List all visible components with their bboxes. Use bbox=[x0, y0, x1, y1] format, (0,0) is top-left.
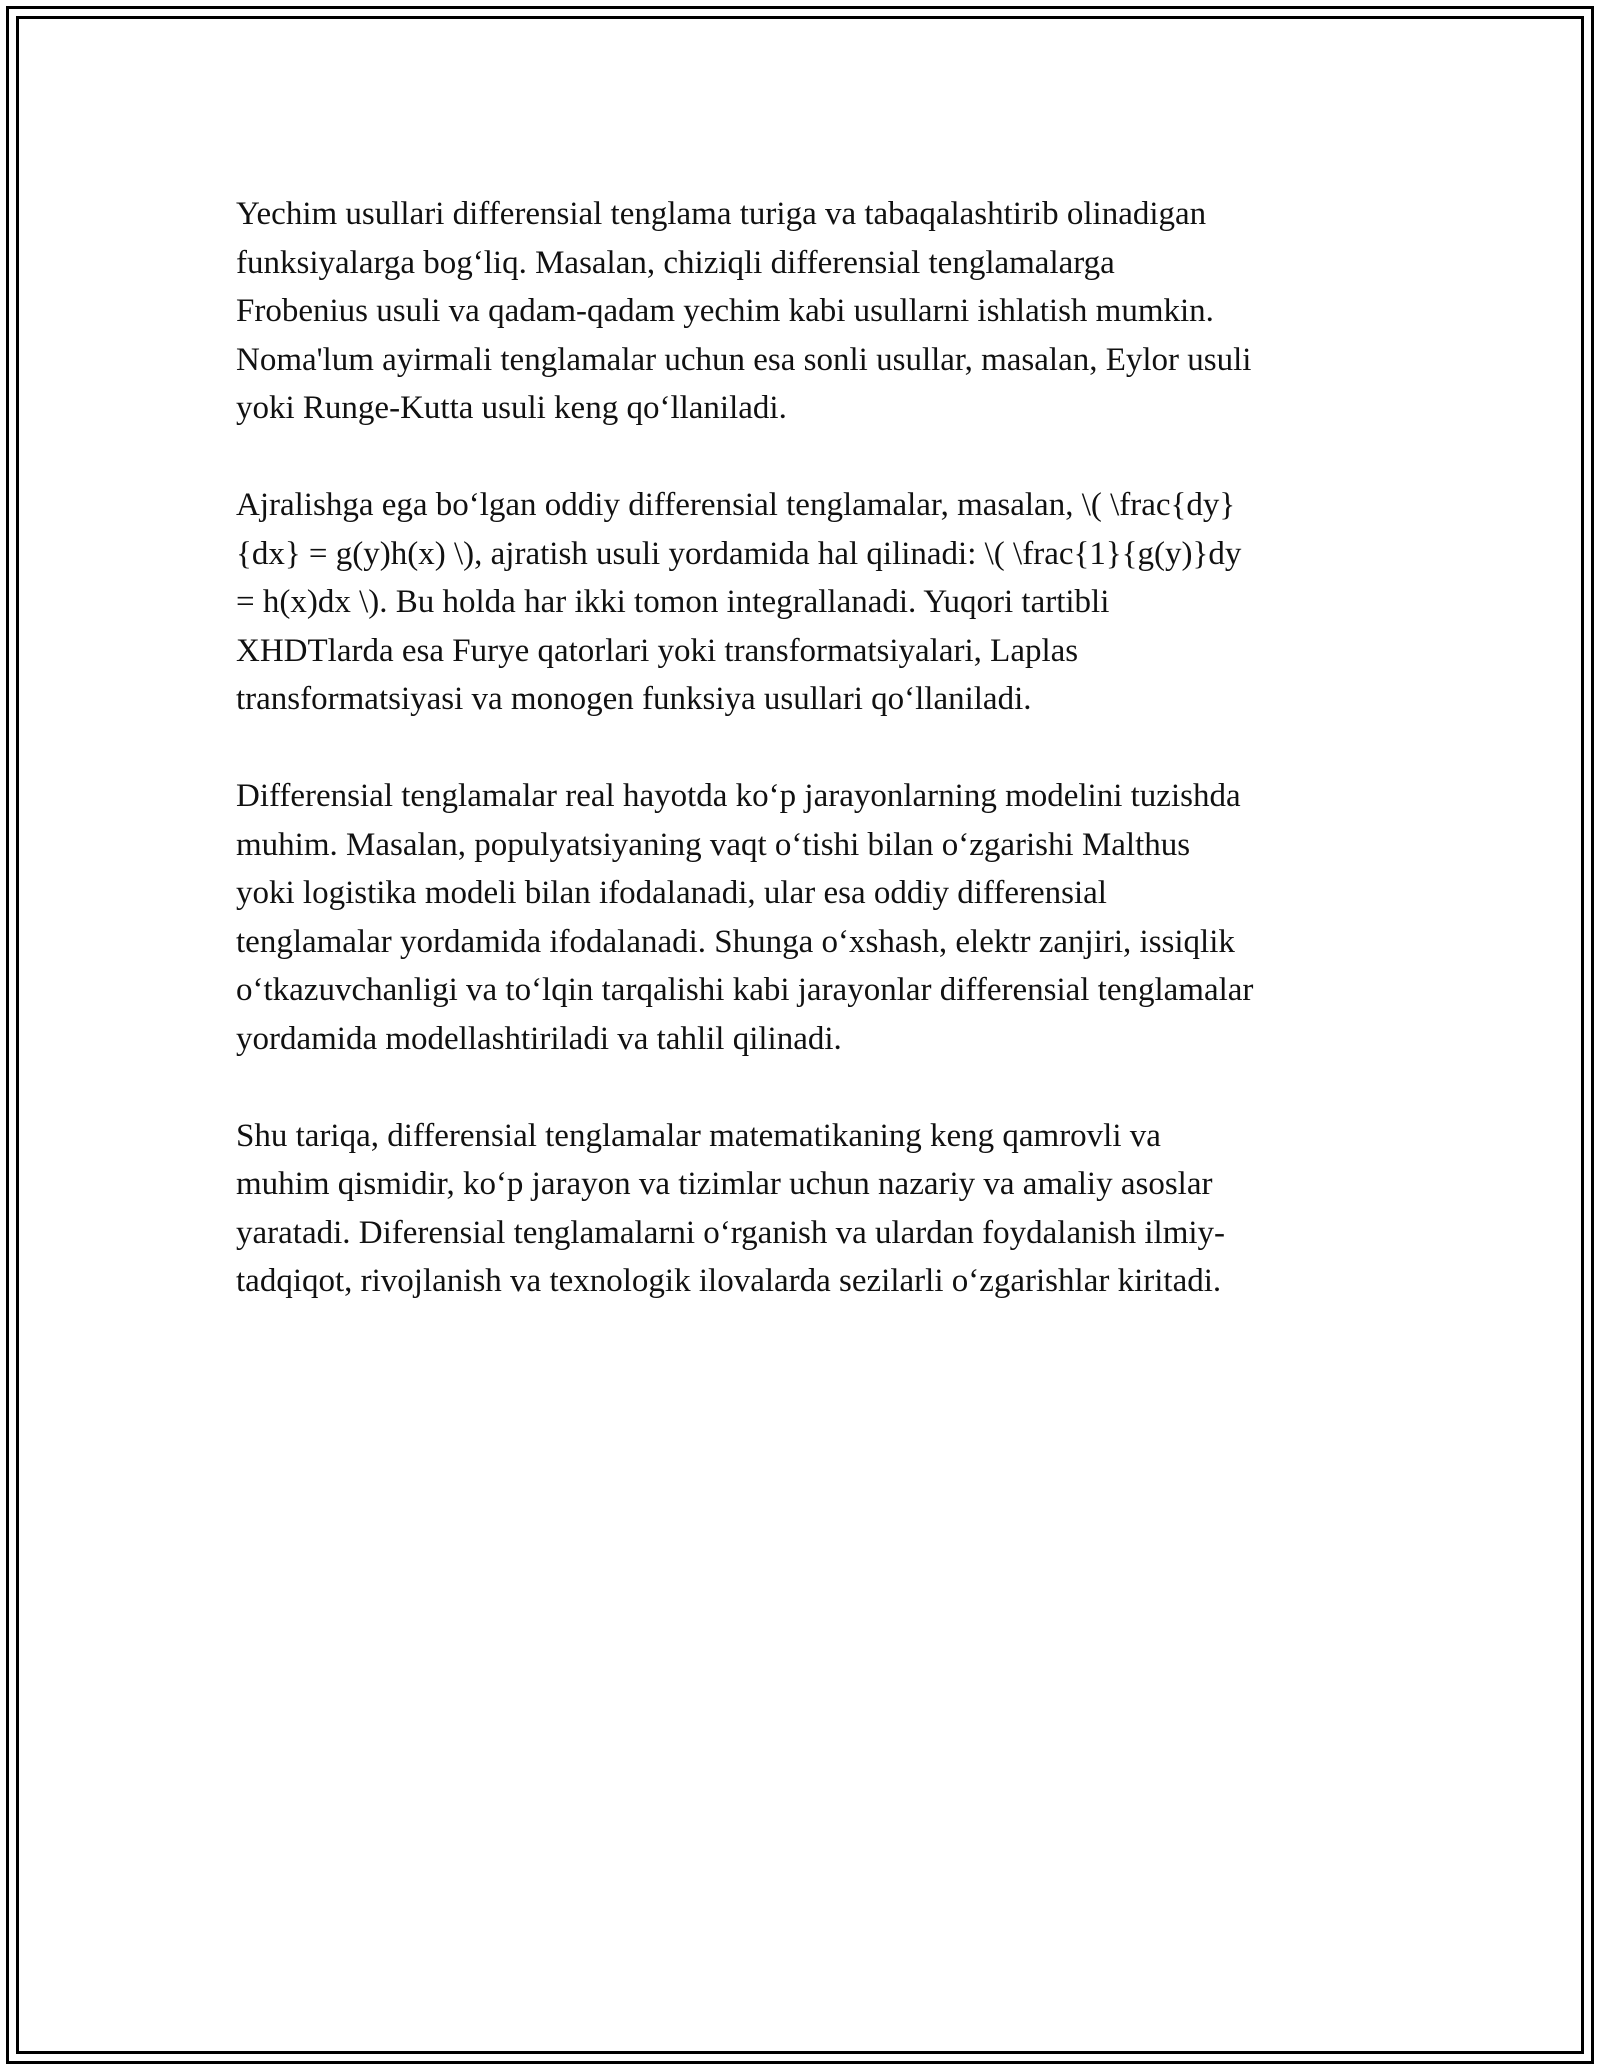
paragraph-solution-methods: Yechim usullari differensial tenglama turiga va tabaqalashtirib olinadigan funksiyalarga bog‘liq. Masalan, chiziqli differensial tenglamalarga Frobenius usuli va qadam-qadam yechim kabi usullarni ishlatish mumkin. Noma'lum ayirmali tenglamalar uchun esa sonli usullar, masalan, Eylor usuli yoki Runge-Kutta usuli keng qo‘llaniladi. bbox=[236, 196, 1252, 426]
paragraph-conclusion: Shu tariqa, differensial tenglamalar matematikaning keng qamrovli va muhim qismidir, ko‘p jarayon va tizimlar uchun nazariy va amaliy asoslar yaratadi. Diferensial tenglamalarni o‘rganish va ulardan foydalanish ilmiy- tadqiqot, rivojlanish va texnologik ilovalarda sezilarli o‘zgarishlar kiritadi. bbox=[236, 1117, 1226, 1299]
document-body bbox=[236, 190, 1386, 1354]
paragraph-separable-equations: Ajralishga ega bo‘lgan oddiy differensial tenglamalar, masalan, \( \frac{dy} {dx} = g(y)h(x) \), ajratish usuli yordamida hal qilinadi: \( \frac{1}{g(y)}dy = h(x)dx \). Bu holda har ikki tomon integrallanadi. Yuqori tartibli XHDTlarda esa Furye qatorlari yoki transformatsiyalari, Laplas transformatsiyasi va monogen funksiya usullari qo‘llaniladi. bbox=[236, 487, 1242, 717]
paragraph-real-life-models: Differensial tenglamalar real hayotda ko‘p jarayonlarning modelini tuzishda muhim. Masalan, populyatsiyaning vaqt o‘tishi bilan o‘zgarishi Malthus yoki logistika modeli bilan ifodalanadi, ular esa oddiy differensial tenglamalar yordamida ifodalanadi. Shunga o‘xshash, elektr zanjiri, issiqlik o‘tkazuvchanligi va to‘lqin tarqalishi kabi jarayonlar differensial tenglamalar yordamida modellashtiriladi va tahlil qilinadi. bbox=[236, 778, 1254, 1057]
